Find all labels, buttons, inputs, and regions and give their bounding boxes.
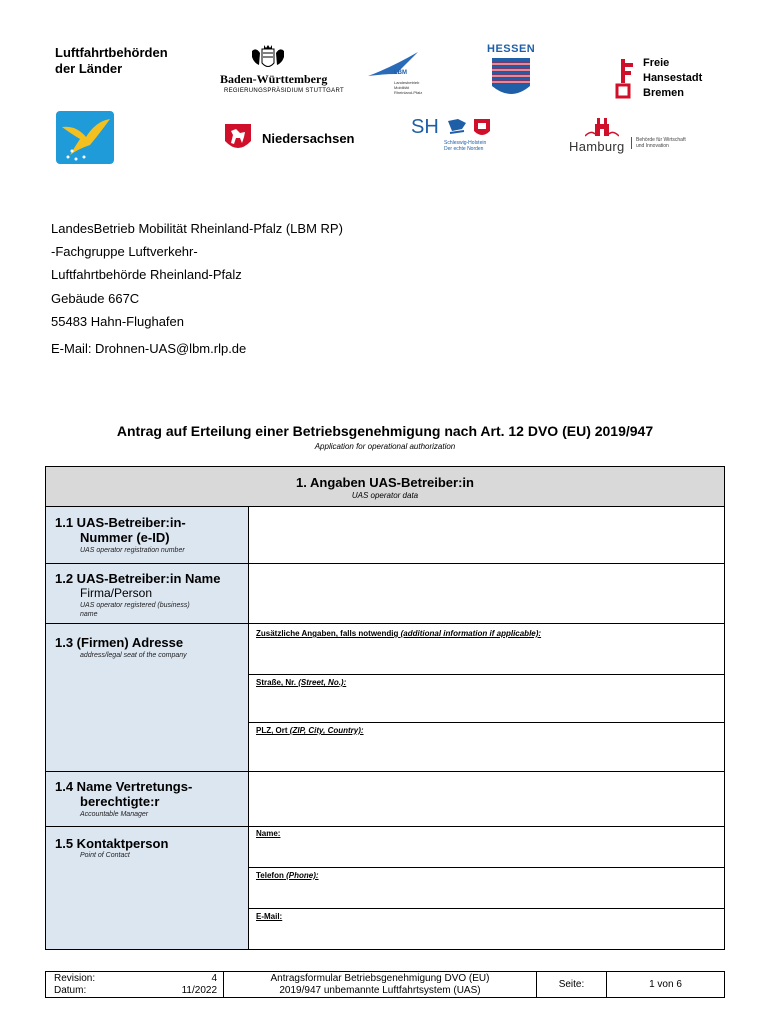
recipient-address — [51, 217, 343, 333]
recipient-email: E-Mail: Drohnen-UAS@lbm.rlp.de — [51, 341, 247, 356]
schleswig-holstein-crest-icon — [444, 117, 494, 139]
section-header — [46, 467, 724, 507]
operator-name-field[interactable] — [250, 564, 724, 623]
sh-logo-subtext: Schleswig-Holstein Der echte Norden — [444, 140, 487, 152]
contact-email-label: E-Mail: — [256, 912, 283, 921]
page-number: 1 von 6 — [649, 979, 682, 990]
contact-name-label: Name: — [256, 829, 281, 838]
contact-phone-field[interactable] — [250, 868, 724, 908]
zip-city-field[interactable] — [250, 723, 724, 771]
label-contact-person: 1.5 Kontaktperson — [55, 836, 169, 851]
hessen-logo-text: HESSEN — [487, 43, 536, 55]
revision-label: Revision: — [54, 973, 96, 984]
address-line: Luftfahrtbehörde Rheinland-Pfalz — [51, 267, 242, 283]
bremen-key-icon — [611, 57, 637, 99]
address-line: 55483 Hahn-Flughafen — [51, 313, 184, 329]
street-label: Straße, Nr. (Street, No.): — [256, 678, 347, 687]
document-name-line1: Antragsformular Betriebsgenehmigung DVO (EU) — [270, 973, 490, 984]
niedersachsen-logo-text: Niedersachsen — [262, 131, 355, 146]
additional-info-label: Zusätzliche Angaben, falls notwendig (additional information if applicable): — [256, 629, 542, 638]
footer-revision-cell — [46, 972, 224, 997]
footer-page-value-cell — [607, 972, 724, 997]
label-accountable-manager-en: Accountable Manager — [80, 811, 149, 818]
form-subtitle: Application for operational authorization — [314, 442, 456, 451]
operator-data-table — [45, 466, 725, 950]
label-operator-eid-en: UAS operator registration number — [80, 547, 185, 554]
document-name-line2: 2019/947 unbemannte Luftfahrtsystem (UAS) — [279, 985, 481, 996]
lbm-logo-subtext: Landesbetrieb Mobilität Rheinland-Pfalz — [394, 80, 423, 95]
page-label: Seite: — [558, 979, 585, 990]
lbm-logo-text: LBM — [394, 70, 407, 76]
hamburg-logo-text: Hamburg — [569, 139, 625, 154]
label-contact-person-en: Point of Contact — [80, 852, 130, 859]
page-footer — [45, 971, 725, 998]
contact-name-field[interactable] — [250, 827, 724, 867]
sh-logo-text: SH — [411, 116, 439, 138]
label-accountable-manager: 1.4 Name Vertretungs- berechtigte:r — [55, 779, 193, 809]
footer-page-label-cell — [537, 972, 607, 997]
address-line: LandesBetrieb Mobilität Rheinland-Pfalz (LBM RP) — [51, 221, 343, 236]
bw-logo-subtext: REGIERUNGSPRÄSIDIUM STUTTGART — [224, 88, 344, 94]
hessen-lion-crest-icon — [490, 56, 532, 102]
label-operator-name: 1.2 UAS-Betreiber:in Name — [55, 571, 221, 586]
label-operator-eid: 1.1 UAS-Betreiber:in- Nummer (e-ID) — [55, 515, 186, 545]
lbm-wing-icon — [366, 50, 420, 78]
revision-value: 4 — [211, 973, 217, 984]
label-operator-name-en: UAS operator registered (business) name — [80, 602, 190, 618]
bremen-logo-text: Freie Hansestadt Bremen — [643, 57, 703, 99]
operator-eid-field[interactable] — [250, 508, 724, 563]
contact-email-field[interactable] — [250, 909, 724, 949]
street-field[interactable] — [250, 675, 724, 722]
address-line: -Fachgruppe Luftverkehr- — [51, 244, 198, 260]
label-operator-name-plain: Firma/Person — [80, 586, 153, 600]
bw-logo-text: Baden-Württemberg — [220, 72, 328, 86]
label-company-address-en: address/legal seat of the company — [80, 652, 187, 659]
date-value: 11/2022 — [181, 985, 217, 996]
additional-info-field[interactable] — [250, 624, 724, 674]
hamburg-castle-icon — [585, 116, 619, 138]
date-label: Datum: — [54, 985, 87, 996]
footer-document-cell — [224, 972, 537, 997]
section-title: 1. Angaben UAS-Betreiber:in — [296, 475, 474, 490]
baden-wuerttemberg-crest-icon — [248, 45, 288, 73]
zip-city-label: PLZ, Ort (ZIP, City, Country): — [256, 726, 364, 735]
accountable-manager-field[interactable] — [250, 772, 724, 826]
contact-phone-label: Telefon (Phone): — [256, 871, 319, 880]
authorities-title: Luftfahrtbehörden der Länder — [55, 45, 168, 76]
niedersachsen-horse-crest-icon — [224, 123, 252, 155]
label-company-address: 1.3 (Firmen) Adresse — [55, 635, 184, 650]
section-subtitle: UAS operator data — [351, 491, 419, 500]
address-line: Gebäude 667C — [51, 290, 140, 306]
form-title: Antrag auf Erteilung einer Betriebsgenehmigung nach Art. 12 DVO (EU) 2019/947 — [116, 423, 654, 439]
aviation-authority-bird-icon — [56, 111, 114, 164]
hamburg-logo-subtext: Behörde für Wirtschaft und Innovation — [631, 137, 686, 149]
